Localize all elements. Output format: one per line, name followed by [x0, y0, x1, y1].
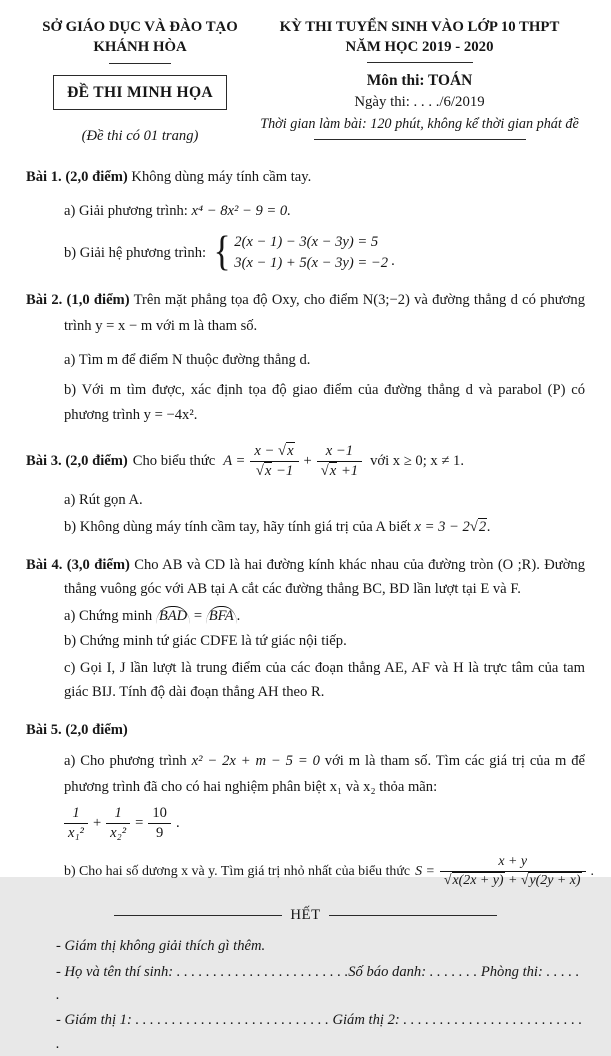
problem-4b-text: b) Chứng minh tứ giác CDFE là tứ giác nội tiếp.	[64, 633, 347, 650]
problem-4-heading	[26, 553, 585, 601]
problem-4-item-c	[64, 656, 585, 704]
fraction-2-numerator: x −1	[317, 442, 362, 462]
system-equation-2: 3(x − 1) + 5(x − 3y) = −2	[234, 254, 389, 271]
problem-1a-equation: x⁴ − 8x² − 9 = 0.	[191, 202, 291, 219]
fraction-1-numerator: x − √x	[250, 442, 298, 462]
equals-sign: =	[193, 607, 203, 624]
plus-operator: +	[303, 453, 312, 470]
exam-title-block	[254, 18, 585, 140]
fraction-s-numerator: x + y	[440, 853, 586, 872]
problem-1	[26, 164, 585, 274]
page-count-note: (Đề thi có 01 trang)	[81, 128, 199, 145]
problem-3b-text: b) Không dùng máy tính cầm tay, hãy tính giá trị của A biết	[64, 518, 411, 535]
problem-5a-text-1: a) Cho phương trình	[64, 753, 187, 770]
problem-5-heading	[26, 717, 585, 743]
fraction-1-denominator: √x −1	[255, 462, 294, 479]
period: .	[236, 607, 241, 624]
problem-4-intro: Cho AB và CD là hai đường kính khác nhau của đường tròn (O ;R). Đường thẳng vuông góc với AB tại A cắt các đường thẳng BC, BD lần lượt tại E và F.	[64, 556, 586, 597]
problem-3	[26, 442, 585, 540]
end-rule-right	[329, 915, 497, 916]
exam-type-box-wrap	[26, 75, 254, 110]
problem-3-item-b	[64, 515, 585, 540]
duration-line: Thời gian làm bài: 120 phút, không kể thời gian phát đề	[260, 115, 579, 132]
header-divider-left	[109, 63, 171, 64]
equation-system	[234, 232, 388, 274]
school-year: NĂM HỌC 2019 - 2020	[345, 38, 494, 55]
problem-5a-text-2: với m là tham số. Tìm các giá trị của m để phương trình đã cho có hai nghiệm phân biệt x₁ và x₂ thỏa mãn:	[64, 753, 585, 795]
sqrt-term-2: √y(2y + x)	[520, 873, 581, 889]
problem-2-item-b	[64, 378, 585, 428]
province-name: KHÁNH HÒA	[93, 38, 187, 55]
period: .	[175, 815, 180, 832]
problem-5a-condition	[64, 804, 585, 843]
sqrt-2: √2	[469, 518, 487, 535]
problem-1-label: Bài 1. (2,0 điểm)	[26, 168, 128, 185]
domain-condition: với x ≥ 0; x ≠ 1.	[370, 453, 464, 470]
problem-2-label: Bài 2. (1,0 điểm)	[26, 292, 130, 309]
problem-2a-text: a) Tìm m để điểm N thuộc đường thẳng d.	[64, 351, 311, 368]
problem-5-label: Bài 5. (2,0 điểm)	[26, 722, 128, 739]
fraction-s-denominator: √x(2x + y) + √y(2y + x)	[443, 873, 581, 889]
header-divider-bottom	[314, 139, 526, 140]
fraction-1-over-x1sq: $\frac{1}{\text{x₁²}}$	[64, 804, 88, 843]
problem-4-item-b	[64, 630, 585, 653]
problem-3a-text: a) Rút gọn A.	[64, 491, 143, 508]
document-header	[26, 18, 585, 148]
expression-lhs: A =	[223, 453, 246, 470]
footer-note-proctor: - Giám thị không giải thích gì thêm.	[56, 938, 266, 955]
problem-1-item-a	[64, 199, 585, 224]
exam-type-box: ĐỀ THI MINH HỌA	[53, 75, 227, 110]
header-divider-right	[367, 62, 473, 63]
sqrt-x: √x	[278, 443, 294, 459]
expression-s-lhs: S =	[415, 863, 435, 879]
fraction-2	[317, 442, 362, 481]
end-marker	[26, 904, 585, 927]
fraction-1-over-x2sq: $\frac{1}{\text{x₂²}}$	[106, 804, 130, 843]
problem-3-item-a	[64, 488, 585, 513]
footer-note-candidate: - Họ và tên thí sinh: . . . . . . . . . . . . . . . . . . . . . . . .Số báo danh: . . . . . . . Phòng thi: . . . . . .	[56, 963, 580, 1004]
problem-4c-text: c) Gọi I, J lần lượt là trung điểm của các đoạn thẳng AE, AF và H là trực tâm của tam giác BIJ. Tính độ dài đoạn thẳng AH theo R.	[64, 659, 585, 700]
end-label: HẾT	[290, 907, 321, 924]
fraction-10-over-9: $\frac{10}{9}$	[148, 804, 171, 843]
problem-4a-text: a) Chứng minh	[64, 607, 153, 624]
subject-line: Môn thi: TOÁN	[366, 71, 473, 89]
problem-4-label: Bài 4. (3,0 điểm)	[26, 556, 130, 573]
problem-5b-text: b) Cho hai số dương x và y. Tìm giá trị nhỏ nhất của biểu thức	[64, 863, 411, 879]
problem-4-item-a	[64, 605, 585, 628]
problem-2-item-a	[64, 348, 585, 373]
angle-arc-BFA: BFA	[206, 606, 237, 624]
sqrt-term-1: √x(2x + y)	[443, 873, 504, 889]
system-brace: {	[213, 229, 231, 276]
problem-3-heading	[26, 442, 585, 481]
problem-3b-value: x = 3 − 2√2.	[414, 518, 491, 535]
exam-title: KỲ THI TUYỂN SINH VÀO LỚP 10 THPT	[279, 19, 560, 35]
problem-5	[26, 717, 594, 890]
angle-arc-BAD: BAD	[156, 606, 190, 624]
fraction-s	[440, 853, 586, 890]
problem-5-item-a	[64, 749, 585, 800]
problem-5-item-b	[64, 853, 594, 890]
equals-sign: =	[135, 815, 144, 832]
exam-date-line: Ngày thi: . . . ./6/2019	[354, 94, 485, 111]
end-rule-left	[114, 915, 282, 916]
problem-1b-text: b) Giải hệ phương trình:	[64, 244, 207, 261]
system-equation-1: 2(x − 1) − 3(x − 3y) = 5	[234, 233, 379, 250]
problem-3-intro: Cho biểu thức	[132, 453, 216, 470]
fraction-1	[250, 442, 298, 481]
problem-1-heading	[26, 164, 585, 190]
department-name: SỞ GIÁO DỤC VÀ ĐÀO TẠO	[42, 19, 238, 35]
sqrt-x: √x	[320, 462, 337, 479]
problem-3-label: Bài 3. (2,0 điểm)	[26, 453, 128, 470]
footer-note-invigilators: - Giám thị 1: . . . . . . . . . . . . . . . . . . . . . . . . . . . Giám thị 2: . . . . . . . . . . . . . . . . . . . . . . . . . .	[56, 1012, 583, 1052]
system-period: .	[391, 253, 395, 270]
problem-5a-equation: x² − 2x + m − 5 = 0	[191, 753, 320, 770]
issuing-authority-block	[26, 18, 254, 148]
problem-2	[26, 287, 585, 428]
problem-1-intro: Không dùng máy tính cầm tay.	[131, 168, 312, 185]
plus-operator: +	[92, 815, 102, 832]
problem-2-heading	[26, 287, 585, 340]
problem-2b-text: b) Với m tìm được, xác định tọa độ giao điểm của đường thẳng d và parabol (P) có phương trình y = −4x².	[64, 382, 585, 424]
problem-1-item-b	[64, 229, 585, 276]
problem-2-intro: Trên mặt phẳng tọa độ Oxy, cho điểm N(3;−2) và đường thẳng d có phương trình y = x − m với m là tham số.	[64, 292, 585, 335]
problem-1a-text: a) Giải phương trình:	[64, 202, 188, 219]
problem-4	[26, 553, 585, 705]
fraction-2-denominator: √x +1	[320, 462, 359, 479]
sqrt-x: √x	[255, 462, 272, 479]
period: .	[590, 863, 594, 879]
